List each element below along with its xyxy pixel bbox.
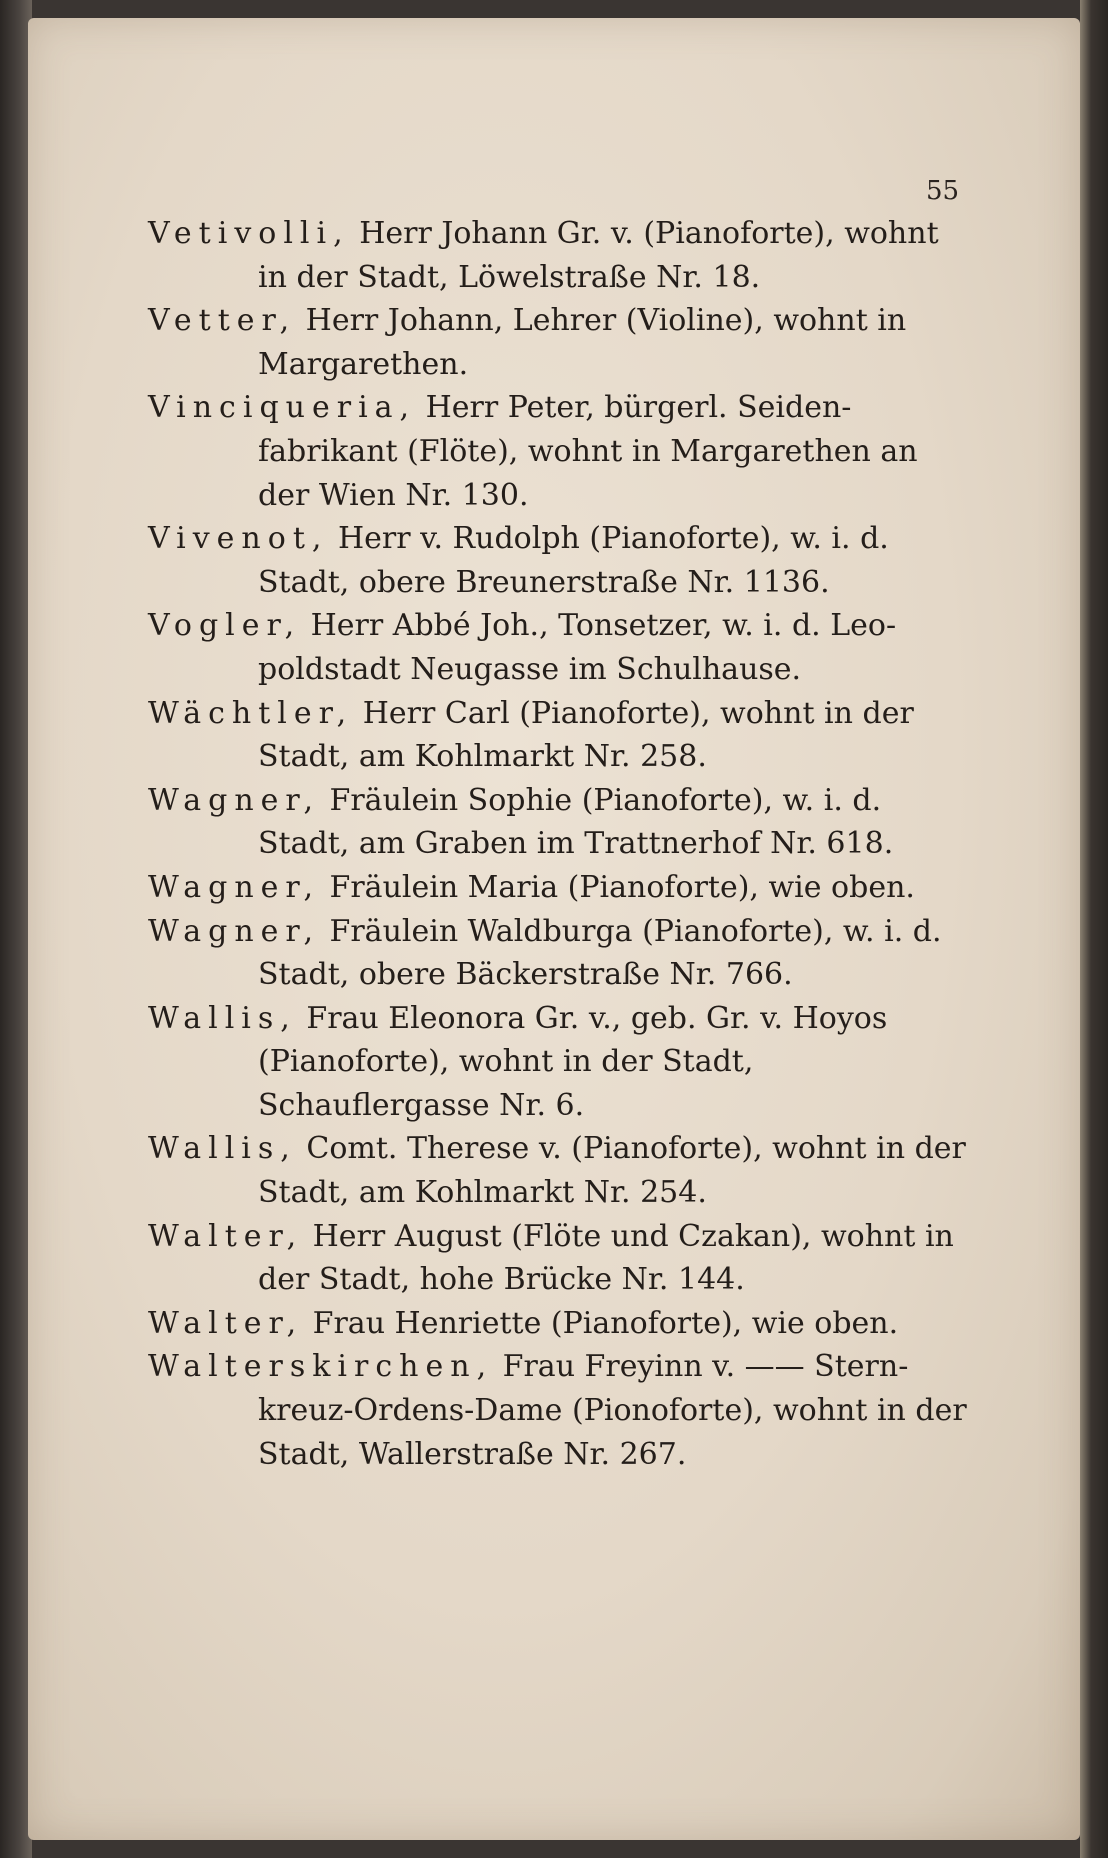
directory-entry — [148, 299, 968, 386]
entry-details: Herr Johann Gr. v. (Pianoforte), wohnt in der Stadt, Löwelstraße Nr. 18. — [258, 216, 939, 295]
directory-entry — [148, 1215, 968, 1302]
entry-details: Herr Peter, bürgerl. Seiden-fabrikant (Flöte), wohnt in Margarethen an der Wien Nr. 130. — [258, 390, 918, 513]
directory-entry — [148, 866, 968, 910]
entry-details: Fräulein Sophie (Pianoforte), w. i. d. Stadt, am Graben im Trattnerhof Nr. 618. — [258, 782, 894, 862]
directory-entry — [148, 1302, 968, 1346]
page-edges — [1080, 0, 1108, 1858]
directory-entry — [148, 386, 968, 517]
entry-surname: Wagner, — [148, 782, 320, 818]
entry-surname: Vivenot, — [148, 521, 329, 557]
directory-entry — [148, 910, 968, 997]
directory-entries — [148, 212, 968, 1476]
entry-surname: Wagner, — [148, 869, 320, 905]
entry-surname: Walter, — [148, 1218, 304, 1254]
entry-surname: Vogler, — [148, 608, 302, 644]
entry-surname: Wagner, — [148, 913, 320, 949]
entry-details: Comt. Therese v. (Pianoforte), wohnt in der Stadt, am Kohlmarkt Nr. 254. — [258, 1131, 966, 1211]
entry-details: Herr August (Flöte und Czakan), wohnt in der Stadt, hohe Brücke Nr. 144. — [258, 1218, 954, 1298]
entry-surname: Wallis, — [148, 1131, 297, 1167]
entry-surname: Walterskirchen, — [148, 1349, 494, 1385]
entry-surname: Vetivolli, — [148, 216, 350, 251]
entry-details: Herr Carl (Pianoforte), wohnt in der Stadt, am Kohlmarkt Nr. 258. — [258, 695, 914, 775]
entry-surname: Walter, — [148, 1305, 304, 1341]
directory-entry — [148, 1345, 968, 1476]
directory-entry — [148, 997, 968, 1128]
directory-entry — [148, 692, 968, 779]
entry-details: Herr Johann, Lehrer (Violine), wohnt in Margarethen. — [258, 303, 907, 382]
directory-entry — [148, 604, 968, 691]
directory-entry — [148, 779, 968, 866]
entry-details: Herr Abbé Joh., Tonsetzer, w. i. d. Leo-poldstadt Neugasse im Schulhause. — [258, 608, 897, 687]
entry-surname: Wächtler, — [148, 695, 354, 731]
directory-entry — [148, 517, 968, 604]
entry-surname: Wallis, — [148, 1000, 297, 1036]
entry-details: Frau Eleonora Gr. v., geb. Gr. v. Hoyos (Pianoforte), wohnt in der Stadt, Schauflergasse Nr. 6. — [258, 1000, 888, 1123]
entry-surname: Vinciqueria, — [148, 390, 417, 426]
entry-surname: Vetter, — [148, 303, 297, 339]
page-number: 55 — [926, 176, 960, 206]
entry-details: Fräulein Waldburga (Pianoforte), w. i. d. Stadt, obere Bäckerstraße Nr. 766. — [258, 913, 942, 993]
directory-entry — [148, 212, 968, 299]
entry-details: Frau Freyinn v. —— Stern-kreuz-Ordens-Dame (Pionoforte), wohnt in der Stadt, Wallerstraße Nr. 267. — [258, 1349, 967, 1472]
entry-details: Fräulein Maria (Pianoforte), wie oben. — [319, 869, 915, 905]
entry-details: Frau Henriette (Pianoforte), wie oben. — [303, 1305, 899, 1341]
entry-details: Herr v. Rudolph (Pianoforte), w. i. d. Stadt, obere Breunerstraße Nr. 1136. — [258, 521, 889, 600]
directory-entry — [148, 1127, 968, 1214]
